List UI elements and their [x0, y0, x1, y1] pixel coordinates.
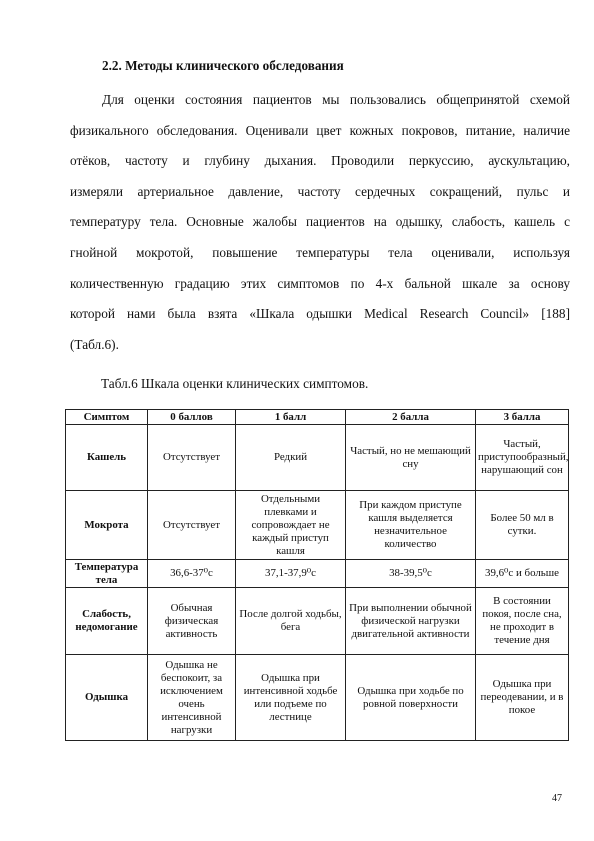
score-1-cell: 37,1-37,9⁰с — [236, 560, 346, 588]
body-paragraph — [70, 85, 570, 360]
score-3-cell: Частый, приступообразный, нарушающий сон — [476, 425, 569, 491]
score-2-cell: При выполнении обычной физической нагрузки двигательной активности — [346, 588, 476, 655]
header-score-2: 2 балла — [346, 410, 476, 425]
score-1-cell: Отдельными плевками и сопровождает не каждый приступ кашля — [236, 491, 346, 560]
score-3-cell: В состоянии покоя, после сна, не проходит в течение дня — [476, 588, 569, 655]
symptom-cell: Мокрота — [66, 491, 148, 560]
paragraph-line: (Табл.6). — [70, 336, 119, 352]
table-header-row — [66, 410, 569, 425]
section-heading: 2.2. Методы клинического обследования — [102, 58, 344, 73]
paragraph-line: которой нами была взята «Шкала одышки Medical Research Council» [188] — [70, 306, 570, 322]
score-3-cell: 39,6⁰с и больше — [476, 560, 569, 588]
table-row — [66, 425, 569, 491]
symptom-cell: Одышка — [66, 655, 148, 741]
table-row — [66, 655, 569, 741]
symptom-cell: Слабость, недомогание — [66, 588, 148, 655]
table-caption: Табл.6 Шкала оценки клинических симптомов. — [101, 376, 369, 391]
score-0-cell: 36,6-37⁰с — [148, 560, 236, 588]
paragraph-line: гнойной мокротой, повышение температуры тела оценивали, используя — [70, 244, 570, 260]
table-row — [66, 560, 569, 588]
score-2-cell: 38-39,5⁰с — [346, 560, 476, 588]
score-2-cell: Частый, но не мешающий сну — [346, 425, 476, 491]
paragraph-line: количественную градацию этих симптомов по 4-х бальной шкале за основу — [70, 275, 570, 291]
score-3-cell: Более 50 мл в сутки. — [476, 491, 569, 560]
table-row — [66, 491, 569, 560]
header-score-0: 0 баллов — [148, 410, 236, 425]
score-1-cell: Одышка при интенсивной ходьбе или подъеме по лестнице — [236, 655, 346, 741]
score-2-cell: Одышка при ходьбе по ровной поверхности — [346, 655, 476, 741]
symptom-cell: Температура тела — [66, 560, 148, 588]
score-0-cell: Обычная физическая активность — [148, 588, 236, 655]
header-score-3: 3 балла — [476, 410, 569, 425]
page-number: 47 — [552, 793, 562, 804]
score-0-cell: Отсутствует — [148, 491, 236, 560]
header-score-1: 1 балл — [236, 410, 346, 425]
table-row — [66, 588, 569, 655]
paragraph-line: измеряли артериальное давление, частоту сердечных сокращений, пульс и — [70, 183, 570, 199]
score-0-cell: Одышка не беспокоит, за исключением очень интенсивной нагрузки — [148, 655, 236, 741]
paragraph-line: физикального обследования. Оценивали цвет кожных покровов, питание, наличие — [70, 122, 570, 138]
score-0-cell: Отсутствует — [148, 425, 236, 491]
score-3-cell: Одышка при переодевании, и в покое — [476, 655, 569, 741]
score-1-cell: После долгой ходьбы, бега — [236, 588, 346, 655]
score-1-cell: Редкий — [236, 425, 346, 491]
paragraph-line: Для оценки состояния пациентов мы пользовались общепринятой схемой — [102, 92, 570, 107]
paragraph-line: температуру тела. Основные жалобы пациентов на одышку, слабость, кашель с — [70, 214, 570, 230]
score-2-cell: При каждом приступе кашля выделяется незначительное количество — [346, 491, 476, 560]
paragraph-line: отёков, частоту и глубину дыхания. Проводили перкуссию, аускультацию, — [70, 153, 570, 169]
symptom-scale-table — [65, 409, 569, 741]
header-symptom: Симптом — [66, 410, 148, 425]
symptom-cell: Кашель — [66, 425, 148, 491]
